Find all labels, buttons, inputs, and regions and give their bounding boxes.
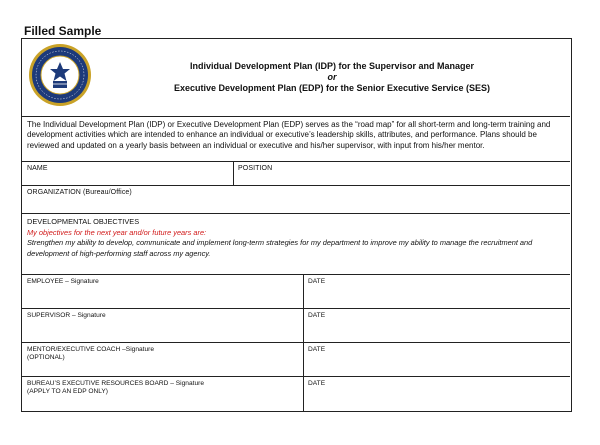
objectives-prompt: My objectives for the next year and/or future years are: [27,227,207,237]
signature-label: BUREAU’S EXECUTIVE RESOURCES BOARD – Signature (APPLY TO AN EDP ONLY) [27,380,204,395]
column-divider [233,162,234,185]
date-label: DATE [308,312,326,319]
signature-label: MENTOR/EXECUTIVE COACH –Signature (OPTIONAL) [27,346,155,361]
objectives-text: Strengthen my ability to develop, communicate and implement long-term strategies for my department to improve my ability to manage the recruitment and development of high-performing staff across my agency. [27,238,533,258]
title-idp: Individual Development Plan (IDP) for the Supervisor and Manager [189,61,475,71]
name-field-label: NAME [27,165,48,172]
date-label: DATE [308,380,326,387]
signature-table [22,274,570,410]
position-field-label: POSITION [238,165,273,172]
signature-row-mentor [22,343,570,377]
objectives-label: DEVELOPMENTAL OBJECTIVES [27,217,140,226]
form-header [22,39,570,117]
idp-form [21,38,572,412]
name-position-row [22,161,570,186]
developmental-objectives [27,217,567,259]
page-label: Filled Sample [24,24,102,38]
intro-paragraph: The Individual Development Plan (IDP) or Executive Development Plan (EDP) serves as the “road map” for all short-term and long-term training and development activities which are intended to enhance an individual or executive’s leadership skills, attributes, and performance. Plans should be reviewed and updated on a yearly basis between an individual or executive and his/her supervisor, with input from his/her mentor. [27,120,551,150]
date-label: DATE [308,346,326,353]
organization-field-label: ORGANIZATION (Bureau/Office) [27,189,132,196]
signature-row-employee [22,275,570,309]
signature-label: SUPERVISOR – Signature [27,312,106,319]
title-edp: Executive Development Plan (EDP) for the Senior Executive Service (SES) [173,83,491,93]
signature-label: EMPLOYEE – Signature [27,278,99,285]
signature-row-erb [22,377,570,411]
department-seal-icon [28,43,92,107]
form-title [112,61,552,94]
date-label: DATE [308,278,326,285]
organization-row [22,186,570,214]
signature-row-supervisor [22,309,570,343]
title-or: or [327,72,337,82]
